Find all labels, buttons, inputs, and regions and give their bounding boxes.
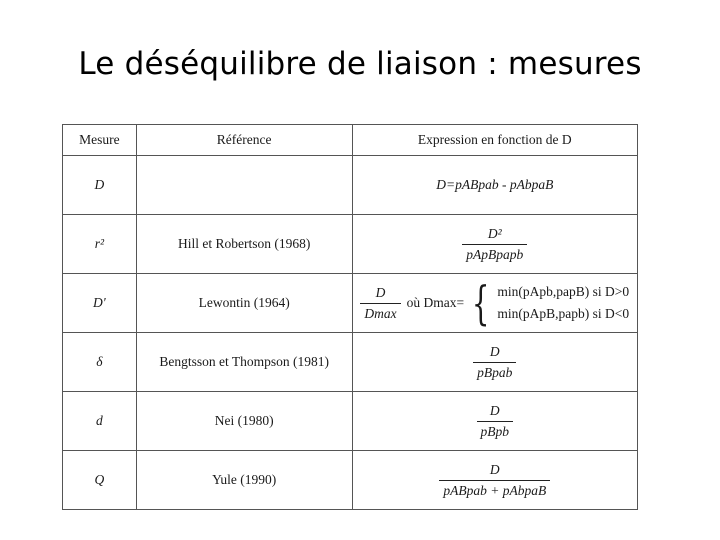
table-row bbox=[63, 451, 638, 510]
measure-symbol: δ bbox=[63, 333, 137, 392]
measure-reference bbox=[136, 156, 352, 215]
brace-symbol: { bbox=[471, 276, 490, 330]
table-row bbox=[63, 274, 638, 333]
measure-symbol: D bbox=[63, 156, 137, 215]
fraction-denominator: Dmax bbox=[360, 303, 400, 322]
fraction-numerator: D bbox=[489, 461, 500, 477]
fraction bbox=[462, 226, 527, 263]
dmax-definition-label: où Dmax= bbox=[406, 295, 465, 310]
fraction bbox=[439, 462, 550, 499]
fraction-numerator: D bbox=[489, 343, 500, 359]
measures-table bbox=[62, 124, 638, 510]
header-reference: Référence bbox=[136, 125, 352, 156]
fraction-denominator: pABpab + pAbpaB bbox=[439, 480, 550, 499]
fraction-denominator: pBpb bbox=[477, 421, 514, 440]
header-mesure: Mesure bbox=[63, 125, 137, 156]
fraction bbox=[473, 344, 516, 381]
measure-expression bbox=[352, 451, 637, 510]
table-header-row bbox=[63, 125, 638, 156]
case-negative: min(pApB,papb) si D<0 bbox=[497, 306, 630, 321]
measure-reference: Bengtsson et Thompson (1981) bbox=[136, 333, 352, 392]
fraction-denominator: pBpab bbox=[473, 362, 516, 381]
fraction bbox=[360, 285, 400, 322]
measure-expression bbox=[352, 156, 637, 215]
fraction-numerator: D bbox=[375, 284, 386, 300]
measure-reference: Yule (1990) bbox=[136, 451, 352, 510]
measure-reference: Lewontin (1964) bbox=[136, 274, 352, 333]
measure-reference: Nei (1980) bbox=[136, 392, 352, 451]
fraction-numerator: D² bbox=[487, 225, 502, 241]
measure-symbol: d bbox=[63, 392, 137, 451]
dmax-cases bbox=[497, 284, 629, 322]
measure-symbol: D' bbox=[63, 274, 137, 333]
table-row bbox=[63, 392, 638, 451]
expression-text: D=pABpab - pAbpaB bbox=[436, 177, 554, 192]
fraction-denominator: pApBpapb bbox=[462, 244, 527, 263]
header-expression: Expression en fonction de D bbox=[352, 125, 637, 156]
fraction-numerator: D bbox=[489, 402, 500, 418]
table-row bbox=[63, 156, 638, 215]
measure-expression bbox=[352, 333, 637, 392]
case-positive: min(pApb,papB) si D>0 bbox=[497, 284, 630, 299]
slide-title: Le déséquilibre de liaison : mesures bbox=[78, 46, 642, 82]
measure-expression bbox=[352, 215, 637, 274]
fraction bbox=[477, 403, 514, 440]
table-row bbox=[63, 333, 638, 392]
table-row bbox=[63, 215, 638, 274]
measure-expression bbox=[352, 392, 637, 451]
measure-symbol: r² bbox=[63, 215, 137, 274]
measure-symbol: Q bbox=[63, 451, 137, 510]
measure-expression bbox=[352, 274, 637, 333]
measure-reference: Hill et Robertson (1968) bbox=[136, 215, 352, 274]
